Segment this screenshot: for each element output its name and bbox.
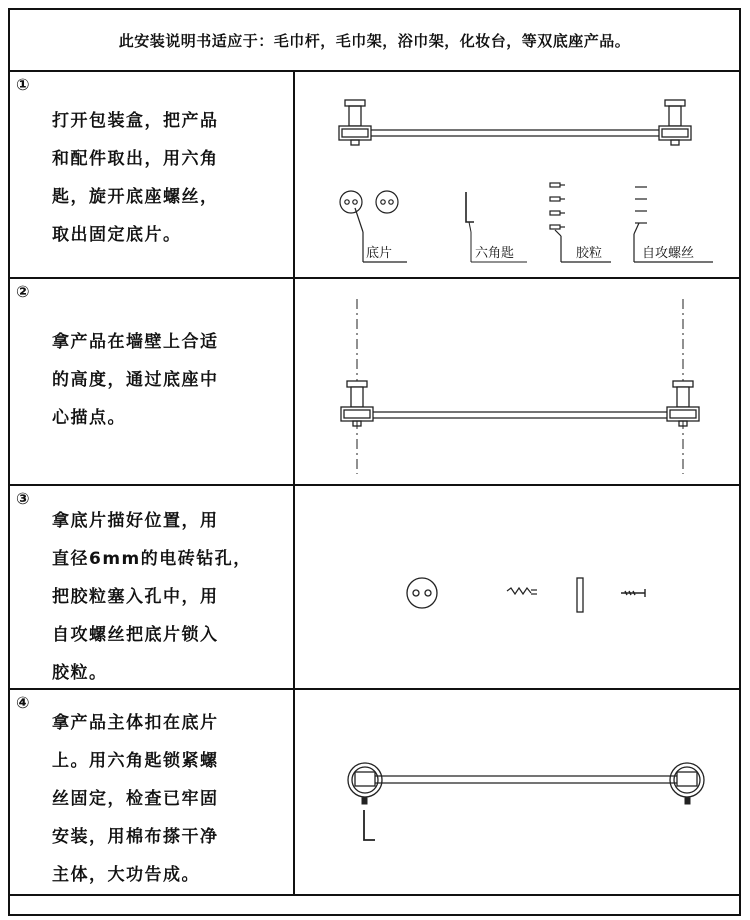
- step-line: 主体，大功告成。: [52, 865, 200, 885]
- step-3-instructions: [10, 486, 294, 688]
- step-1-number: ①: [16, 75, 30, 94]
- step-2-figure: [295, 279, 739, 484]
- step-3-figure: [295, 486, 739, 688]
- step-line: 胶粒。: [52, 663, 108, 683]
- step-line: 安装，用棉布搽干净: [52, 827, 219, 847]
- step-2-text: [52, 323, 262, 437]
- wall-anchor-icon: [507, 588, 537, 594]
- base-plate-icon: [407, 578, 437, 608]
- step-1-text: [52, 102, 262, 254]
- instruction-sheet: [8, 8, 741, 916]
- step-line: 心描点。: [52, 408, 126, 428]
- step-1-figure: [295, 72, 739, 277]
- step-line: 和配件取出，用六角: [52, 149, 219, 169]
- step-line: 拿产品在墙壁上合适: [52, 332, 219, 352]
- step-1-instructions: [10, 72, 294, 277]
- step-line: 丝固定，检查已牢固: [52, 789, 219, 809]
- step-4-instructions: [10, 690, 294, 894]
- towel-bar-icon: [341, 381, 699, 426]
- base-plate-label: 底片: [366, 246, 393, 261]
- step-3-text: [52, 502, 262, 692]
- hex-key-icon: [364, 810, 375, 840]
- self-tapping-screw-icon: [362, 798, 690, 804]
- towel-bar-icon: [339, 100, 691, 145]
- self-tapping-screw-icon: [621, 589, 645, 597]
- step-line: 打开包装盒，把产品: [52, 111, 219, 131]
- step-2-instructions: [10, 279, 294, 484]
- step-line: 自攻螺丝把底片锁入: [52, 625, 219, 645]
- step-line: 上。用六角匙锁紧螺: [52, 751, 219, 771]
- towel-bar-icon: [348, 763, 704, 797]
- sheet-title: 此安装说明书适应于：毛巾杆，毛巾架，浴巾架，化妆台，等双底座产品。: [118, 31, 631, 50]
- step-line: 直径6mm的电砖钻孔，: [52, 549, 252, 569]
- step-line: 拿底片描好位置，用: [52, 511, 219, 531]
- row-divider: [10, 894, 739, 896]
- step-4-number: ④: [16, 693, 30, 712]
- centerline-icon: [357, 299, 683, 474]
- anchor-label: 胶粒: [576, 246, 603, 261]
- screw-label: 自攻螺丝: [642, 246, 695, 261]
- step-line: 取出固定底片。: [52, 225, 182, 245]
- step-2-number: ②: [16, 282, 30, 301]
- step-4-figure: [295, 690, 739, 894]
- step-4-text: [52, 704, 262, 894]
- step-line: 的高度，通过底座中: [52, 370, 219, 390]
- hex-key-label: 六角匙: [475, 246, 515, 261]
- step-line: 匙，旋开底座螺丝，: [52, 187, 219, 207]
- step-3-number: ③: [16, 489, 30, 508]
- hex-key-icon: [577, 578, 583, 612]
- step-line: 拿产品主体扣在底片: [52, 713, 219, 733]
- step-line: 把胶粒塞入孔中，用: [52, 587, 219, 607]
